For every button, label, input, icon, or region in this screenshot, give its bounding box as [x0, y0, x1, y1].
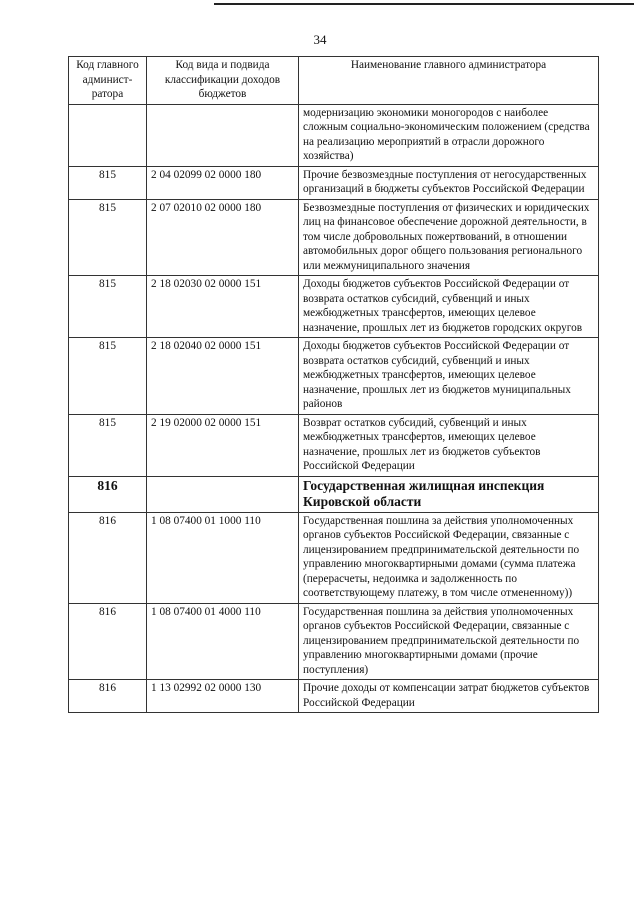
admin-code-cell: 816 [69, 512, 147, 603]
header-admin-name: Наименование главного администратора [299, 57, 599, 105]
table-row [69, 603, 599, 680]
revenue-code-cell: 1 08 07400 01 1000 110 [147, 512, 299, 603]
admin-code-cell [69, 104, 147, 166]
admin-code-cell: 815 [69, 414, 147, 476]
admin-name-cell: Государственная пошлина за действия уполномоченных органов субъектов Российской Федерации, связанные с лицензированием предпринимательской деятельности по управлению многоквартирными домами (прочие поступления) [299, 603, 599, 680]
revenue-code-cell: 2 04 02099 02 0000 180 [147, 166, 299, 199]
table-row [69, 104, 599, 166]
top-rule [214, 3, 634, 5]
revenue-code-cell: 2 18 02040 02 0000 151 [147, 338, 299, 415]
admin-code-cell: 816 [69, 680, 147, 713]
header-revenue-code: Код вида и подвида классификации доходов бюджетов [147, 57, 299, 105]
table-row [69, 166, 599, 199]
table-row [69, 476, 599, 512]
page-number: 34 [313, 32, 327, 47]
admin-name-cell: Прочие доходы от компенсации затрат бюджетов субъектов Российской Федерации [299, 680, 599, 713]
revenue-code-cell: 1 08 07400 01 4000 110 [147, 603, 299, 680]
revenue-code-cell: 2 18 02030 02 0000 151 [147, 276, 299, 338]
admin-name-cell: Доходы бюджетов субъектов Российской Федерации от возврата остатков субсидий, субвенций и иных межбюджетных трансфертов, имеющих целевое назначение, прошлых лет из бюджетов муниципальных районов [299, 338, 599, 415]
table-row [69, 276, 599, 338]
table-row [69, 414, 599, 476]
table-row [69, 199, 599, 276]
admin-name-cell: Доходы бюджетов субъектов Российской Федерации от возврата остатков субсидий, субвенций и иных межбюджетных трансфертов, имеющих целевое назначение, прошлых лет из бюджетов городских округов [299, 276, 599, 338]
admin-name-cell: Возврат остатков субсидий, субвенций и иных межбюджетных трансфертов, имеющих целевое назначение, прошлых лет из бюджетов субъектов Российской Федерации [299, 414, 599, 476]
table-row [69, 512, 599, 603]
revenue-admin-table [68, 56, 599, 713]
admin-name-cell: модернизацию экономики моногородов с наиболее сложным социально-экономическим положением (средства на реализацию мероприятий в отрасли дорожного хозяйства) [299, 104, 599, 166]
admin-code-cell: 816 [69, 476, 147, 512]
table-body [69, 104, 599, 713]
revenue-code-cell: 2 07 02010 02 0000 180 [147, 199, 299, 276]
admin-code-cell: 815 [69, 199, 147, 276]
admin-name-cell: Безвозмездные поступления от физических и юридических лиц на финансовое обеспечение дорожной деятельности, в том числе добровольных пожертвований, в отношении автомобильных дорог общего пользования регионального или межмуниципального значения [299, 199, 599, 276]
table-row [69, 680, 599, 713]
revenue-code-cell: 2 19 02000 02 0000 151 [147, 414, 299, 476]
header-admin-code: Код главного админист-ратора [69, 57, 147, 105]
revenue-code-cell: 1 13 02992 02 0000 130 [147, 680, 299, 713]
admin-name-cell: Прочие безвозмездные поступления от негосударственных организаций в бюджеты субъектов Российской Федерации [299, 166, 599, 199]
admin-code-cell: 815 [69, 338, 147, 415]
admin-code-cell: 815 [69, 166, 147, 199]
revenue-code-cell [147, 104, 299, 166]
admin-code-cell: 816 [69, 603, 147, 680]
admin-code-cell: 815 [69, 276, 147, 338]
table-header-row [69, 57, 599, 105]
revenue-code-cell [147, 476, 299, 512]
admin-name-cell: Государственная жилищная инспекция Кировской области [299, 476, 599, 512]
table-row [69, 338, 599, 415]
admin-name-cell: Государственная пошлина за действия уполномоченных органов субъектов Российской Федерации, связанные с лицензированием предпринимательской деятельности по управлению многоквартирными домами (сумма платежа (перерасчеты, недоимка и задолженность по соответствующему платежу, в том числе отмененному)) [299, 512, 599, 603]
